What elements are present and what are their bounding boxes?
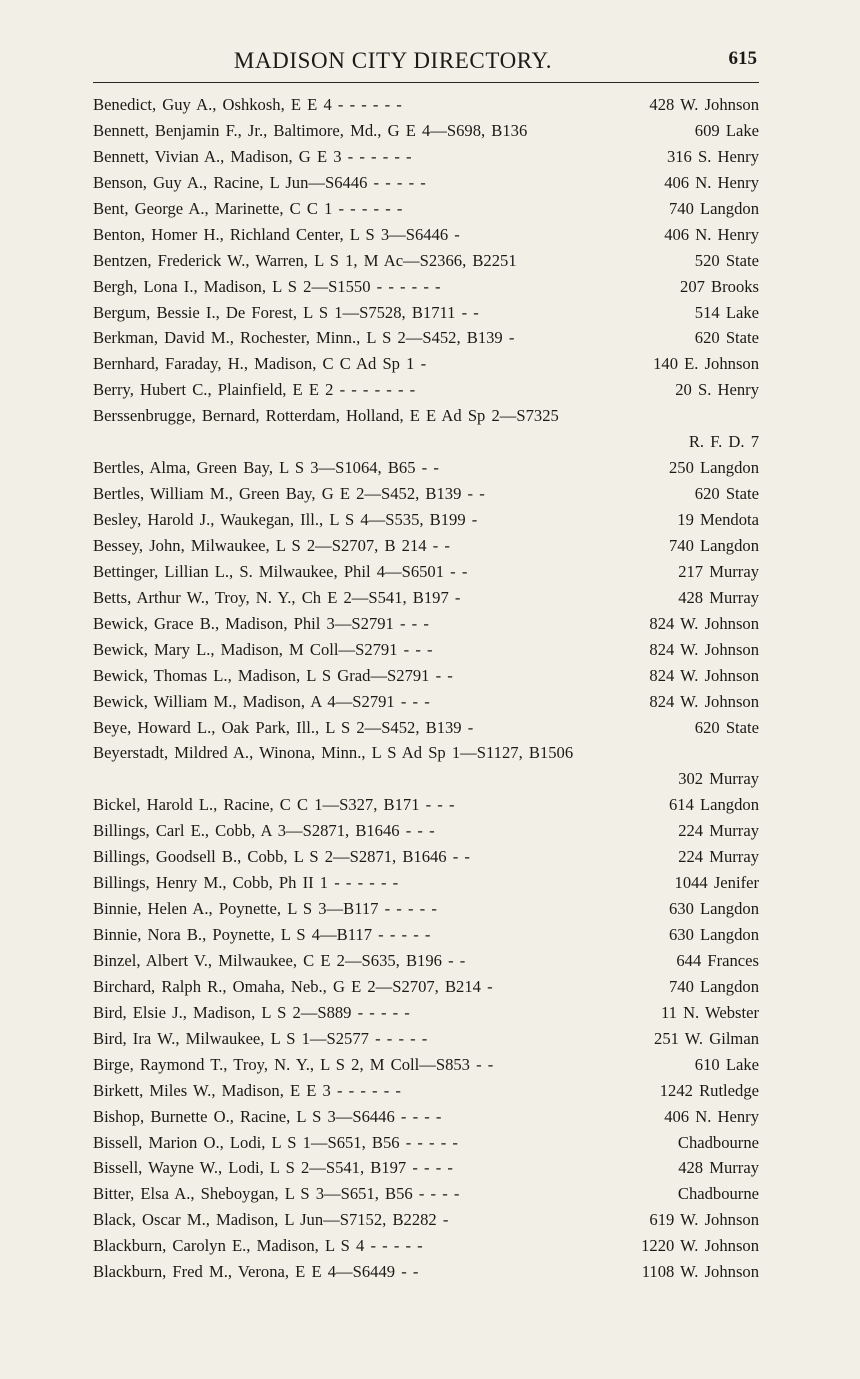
entry-listing: Blackburn, Fred M., Verona, E E 4—S6449 - - xyxy=(93,1262,419,1282)
list-item xyxy=(93,300,759,326)
list-item xyxy=(93,1078,759,1104)
entry-address: 20 S. Henry xyxy=(675,380,759,400)
running-title: MADISON CITY DIRECTORY. xyxy=(233,48,553,73)
list-item xyxy=(93,974,759,1000)
list-item xyxy=(93,1104,759,1130)
entry-address: 620 State xyxy=(694,328,759,348)
entry-listing: Benedict, Guy A., Oshkosh, E E 4 - - - - - - xyxy=(93,95,402,114)
entry-listing: Berssenbrugge, Bernard, Rotterdam, Holland, E E Ad Sp 2—S7325 xyxy=(93,406,559,426)
entry-listing: Bissell, Marion O., Lodi, L S 1—S651, B56 - - - - - xyxy=(93,1132,458,1152)
entry-listing: Bewick, William M., Madison, A 4—S2791 - - - xyxy=(93,691,430,711)
entry-listing: Binnie, Nora B., Poynette, L S 4—B117 - - - - - xyxy=(93,925,431,944)
entry-address: Chadbourne xyxy=(677,1184,759,1204)
entry-listing: Bettinger, Lillian L., S. Milwaukee, Phil 4—S6501 - - xyxy=(93,561,468,581)
header-rule xyxy=(93,82,759,83)
list-item xyxy=(93,507,759,533)
list-item xyxy=(93,585,759,611)
entry-listing: Billings, Goodsell B., Cobb, L S 2—S2871, B1646 - - xyxy=(93,847,470,867)
entry-address: 224 Murray xyxy=(678,847,759,867)
list-item xyxy=(93,1233,759,1259)
entry-address: 428 Murray xyxy=(678,1158,759,1178)
entry-listing: Binnie, Helen A., Poynette, L S 3—B117 - - - - - xyxy=(93,899,437,919)
entry-listing: Berry, Hubert C., Plainfield, E E 2 - - - - - - - xyxy=(93,380,416,400)
entry-address: 251 W. Gilman xyxy=(654,1028,759,1048)
entry-address: 619 W. Johnson xyxy=(649,1210,759,1230)
entry-listing: Bessey, John, Milwaukee, L S 2—S2707, B 214 - - xyxy=(93,535,450,555)
list-item xyxy=(93,1026,759,1052)
list-item xyxy=(93,1259,759,1285)
list-item xyxy=(93,533,759,559)
entry-address: 19 Mendota xyxy=(677,510,759,529)
entry-address: 1242 Rutledge xyxy=(659,1080,759,1100)
list-item xyxy=(93,222,759,248)
entry-address: 428 W. Johnson xyxy=(649,95,759,114)
list-item xyxy=(93,377,759,403)
entry-listing: Bent, George A., Marinette, C C 1 - - - - - - xyxy=(93,198,403,218)
entry-address: 406 N. Henry xyxy=(664,224,759,244)
list-item xyxy=(93,948,759,974)
list-item xyxy=(93,92,759,118)
list-item xyxy=(93,1181,759,1207)
entry-address: R. F. D. 7 xyxy=(688,432,759,452)
entry-listing: Bewick, Thomas L., Madison, L S Grad—S2791 - - xyxy=(93,665,453,685)
list-item xyxy=(93,274,759,300)
directory-entries xyxy=(93,92,759,1285)
page-header xyxy=(93,48,759,82)
list-item xyxy=(93,637,759,663)
list-item xyxy=(93,792,759,818)
entry-address: 824 W. Johnson xyxy=(649,665,759,685)
entry-address: 824 W. Johnson xyxy=(649,691,759,711)
entry-address: 250 Langdon xyxy=(668,458,759,478)
entry-address: 610 Lake xyxy=(694,1054,759,1074)
list-item xyxy=(93,1130,759,1156)
entry-address: 406 N. Henry xyxy=(664,1106,759,1126)
entry-listing: Benson, Guy A., Racine, L Jun—S6446 - - - - - xyxy=(93,172,426,192)
entry-address: 406 N. Henry xyxy=(664,172,759,192)
entry-address: 644 Frances xyxy=(676,950,759,970)
list-item xyxy=(93,559,759,585)
entry-address: 620 State xyxy=(694,717,759,737)
list-item xyxy=(93,118,759,144)
entry-address: 140 E. Johnson xyxy=(653,354,759,374)
list-item xyxy=(93,844,759,870)
entry-listing: Bitter, Elsa A., Sheboygan, L S 3—S651, B56 - - - - xyxy=(93,1184,460,1204)
entry-listing: Bergh, Lona I., Madison, L S 2—S1550 - - - - - - xyxy=(93,276,441,296)
entry-address: 740 Langdon xyxy=(668,976,759,996)
entry-address: 609 Lake xyxy=(694,120,759,140)
list-item xyxy=(93,1155,759,1181)
entry-address: Chadbourne xyxy=(677,1132,759,1152)
entry-listing: Birchard, Ralph R., Omaha, Neb., G E 2—S2707, B214 - xyxy=(93,976,493,996)
list-item xyxy=(93,144,759,170)
list-item xyxy=(93,611,759,637)
entry-address: 630 Langdon xyxy=(668,925,759,944)
list-item xyxy=(93,715,759,741)
entry-address: 316 S. Henry xyxy=(666,146,759,166)
entry-listing: Betts, Arthur W., Troy, N. Y., Ch E 2—S541, B197 - xyxy=(93,587,461,607)
entry-address: 217 Murray xyxy=(678,561,759,581)
entry-address: 740 Langdon xyxy=(668,535,759,555)
entry-listing: Bertles, Alma, Green Bay, L S 3—S1064, B65 - - xyxy=(93,458,439,478)
entry-listing: Besley, Harold J., Waukegan, Ill., L S 4—S535, B199 - xyxy=(93,510,478,529)
list-item xyxy=(93,325,759,351)
entry-listing: Bergum, Bessie I., De Forest, L S 1—S7528, B1711 - - xyxy=(93,302,479,322)
entry-address: 1044 Jenifer xyxy=(674,873,759,893)
list-item xyxy=(93,896,759,922)
list-item xyxy=(93,740,759,766)
entry-listing: Bissell, Wayne W., Lodi, L S 2—S541, B197 - - - - xyxy=(93,1158,453,1178)
entry-listing: Bennett, Vivian A., Madison, G E 3 - - - - - - xyxy=(93,146,412,166)
entry-address: 620 State xyxy=(694,484,759,504)
list-item xyxy=(93,170,759,196)
list-item xyxy=(93,922,759,948)
entry-listing: Benton, Homer H., Richland Center, L S 3—S6446 - xyxy=(93,224,460,244)
entry-address: 614 Langdon xyxy=(668,795,759,815)
list-item xyxy=(93,481,759,507)
entry-listing: Bewick, Grace B., Madison, Phil 3—S2791 - - - xyxy=(93,613,429,633)
entry-listing: Bennett, Benjamin F., Jr., Baltimore, Md., G E 4—S698, B136 xyxy=(93,120,528,140)
list-item xyxy=(93,429,759,455)
entry-address: 514 Lake xyxy=(694,302,759,322)
entry-address: 302 Murray xyxy=(678,769,759,789)
entry-address: 520 State xyxy=(694,250,759,270)
entry-address: 1108 W. Johnson xyxy=(641,1262,759,1282)
entry-address: 630 Langdon xyxy=(668,899,759,919)
entry-listing: Bird, Elsie J., Madison, L S 2—S889 - - - - - xyxy=(93,1002,410,1022)
entry-listing: Bernhard, Faraday, H., Madison, C C Ad Sp 1 - xyxy=(93,354,427,374)
entry-listing: Bird, Ira W., Milwaukee, L S 1—S2577 - - - - - xyxy=(93,1028,428,1048)
entry-address: 1220 W. Johnson xyxy=(641,1236,759,1256)
list-item xyxy=(93,403,759,429)
entry-listing: Black, Oscar M., Madison, L Jun—S7152, B2282 - xyxy=(93,1210,449,1230)
list-item xyxy=(93,818,759,844)
list-item xyxy=(93,196,759,222)
entry-listing: Beyerstadt, Mildred A., Winona, Minn., L S Ad Sp 1—S1127, B1506 xyxy=(93,743,574,763)
entry-listing: Beye, Howard L., Oak Park, Ill., L S 2—S452, B139 - xyxy=(93,717,474,737)
list-item xyxy=(93,870,759,896)
entry-listing: Bentzen, Frederick W., Warren, L S 1, M Ac—S2366, B2251 xyxy=(93,250,517,270)
entry-address: 740 Langdon xyxy=(668,198,759,218)
list-item xyxy=(93,1000,759,1026)
entry-address: 11 N. Webster xyxy=(660,1002,759,1022)
entry-listing: Blackburn, Carolyn E., Madison, L S 4 - - - - - xyxy=(93,1236,423,1256)
entry-address: 824 W. Johnson xyxy=(649,639,759,659)
list-item xyxy=(93,689,759,715)
list-item xyxy=(93,248,759,274)
list-item xyxy=(93,1207,759,1233)
list-item xyxy=(93,455,759,481)
list-item xyxy=(93,1052,759,1078)
page-number: 615 xyxy=(728,48,757,69)
entry-listing: Birge, Raymond T., Troy, N. Y., L S 2, M Coll—S853 - - xyxy=(93,1054,494,1074)
entry-listing: Berkman, David M., Rochester, Minn., L S 2—S452, B139 - xyxy=(93,328,515,348)
entry-address: 428 Murray xyxy=(678,587,759,607)
entry-listing: Bishop, Burnette O., Racine, L S 3—S6446 - - - - xyxy=(93,1106,442,1126)
entry-listing: Bewick, Mary L., Madison, M Coll—S2791 - - - xyxy=(93,639,433,659)
entry-listing: Billings, Carl E., Cobb, A 3—S2871, B1646 - - - xyxy=(93,821,435,841)
entry-listing: Billings, Henry M., Cobb, Ph II 1 - - - - - - xyxy=(93,873,399,893)
entry-listing: Binzel, Albert V., Milwaukee, C E 2—S635, B196 - - xyxy=(93,950,466,970)
entry-address: 207 Brooks xyxy=(680,276,759,296)
entry-listing: Birkett, Miles W., Madison, E E 3 - - - - - - xyxy=(93,1080,401,1100)
entry-address: 224 Murray xyxy=(678,821,759,841)
list-item xyxy=(93,663,759,689)
entry-listing: Bertles, William M., Green Bay, G E 2—S452, B139 - - xyxy=(93,484,485,504)
list-item xyxy=(93,351,759,377)
entry-address: 824 W. Johnson xyxy=(649,613,759,633)
entry-listing: Bickel, Harold L., Racine, C C 1—S327, B171 - - - xyxy=(93,795,455,815)
list-item xyxy=(93,766,759,792)
